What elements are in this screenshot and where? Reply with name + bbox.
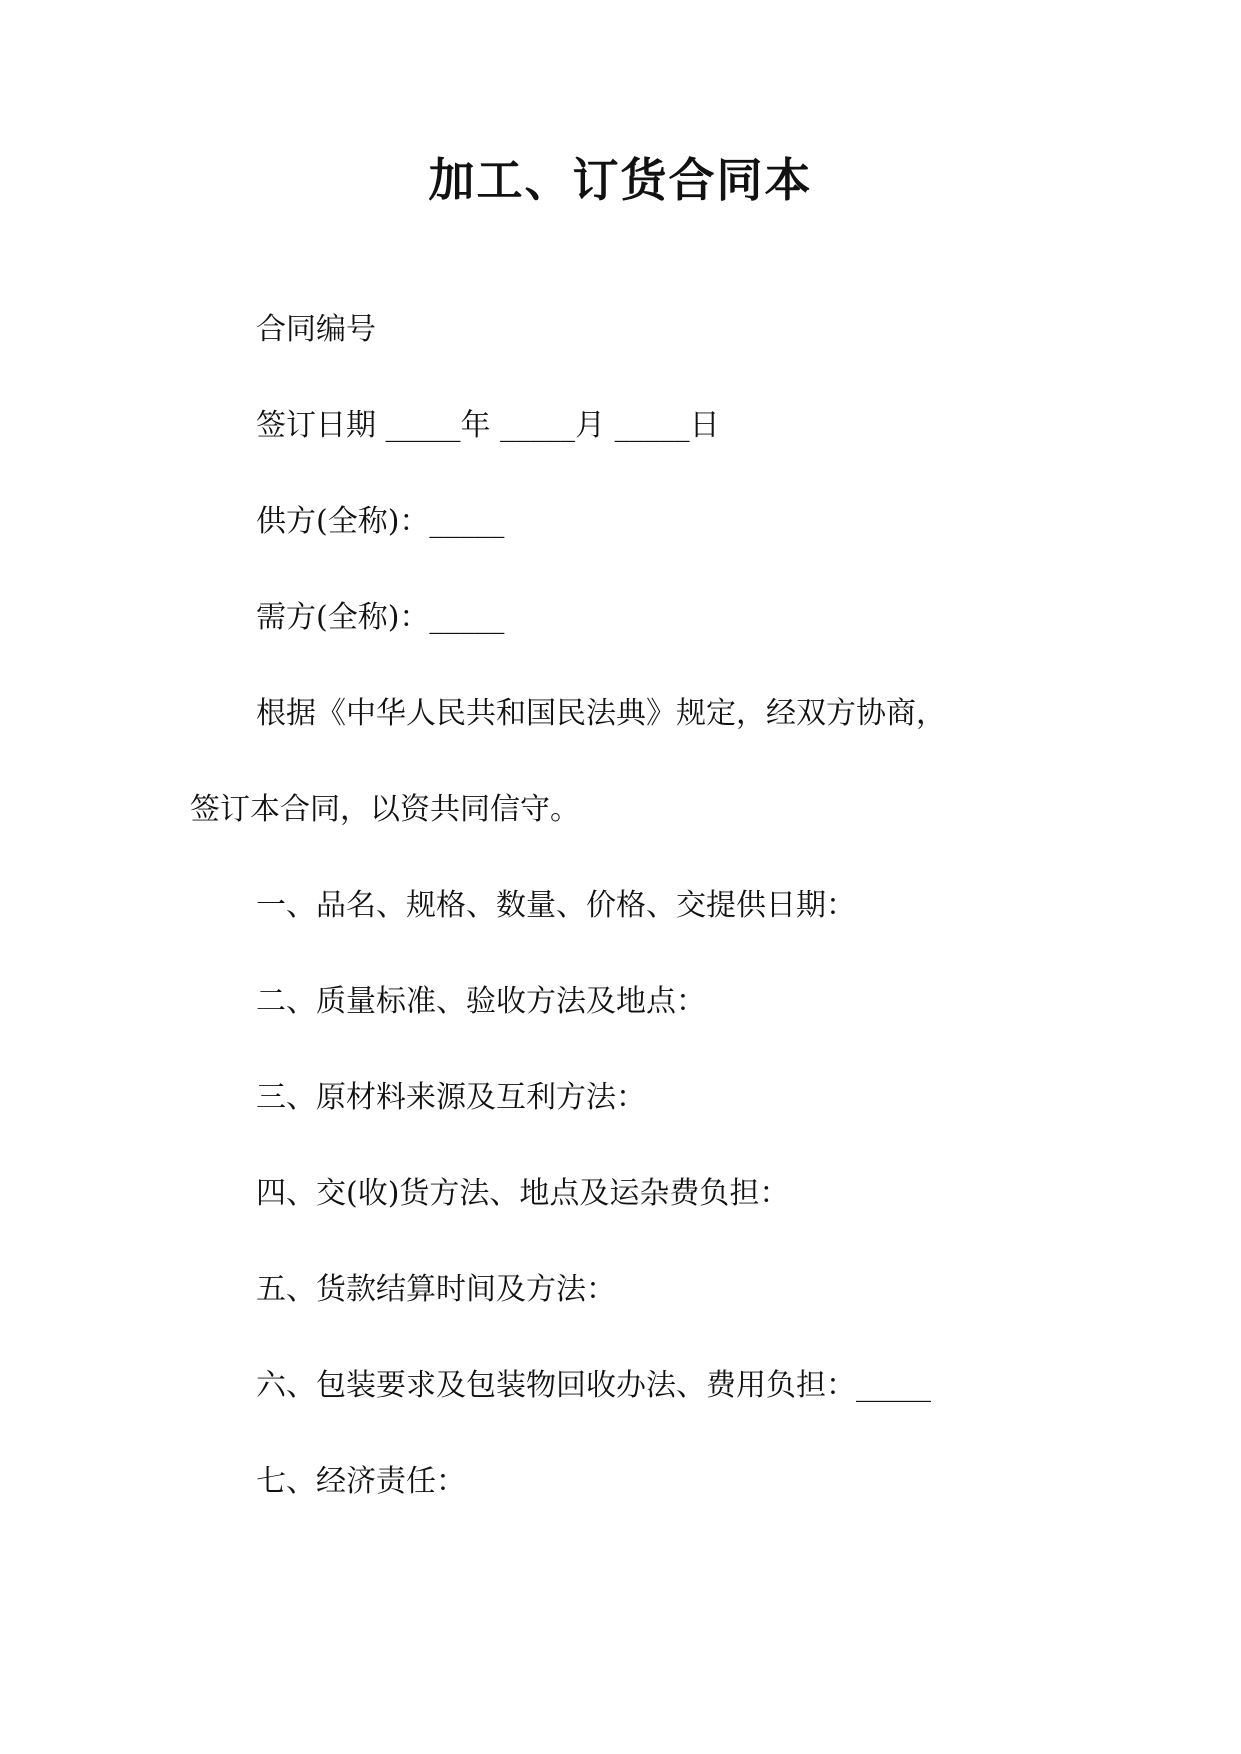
- contract-number-line: 合同编号: [256, 312, 376, 347]
- preamble-line-1: 根据《中华人民共和国民法典》规定，经双方协商，: [256, 696, 946, 731]
- buyer-line: 需方(全称)：_____: [256, 600, 505, 635]
- clause-7: 七、经济责任：: [256, 1464, 466, 1499]
- supplier-line: 供方(全称)：_____: [256, 504, 505, 539]
- clause-1: 一、品名、规格、数量、价格、交提供日期：: [256, 888, 856, 923]
- clause-2: 二、质量标准、验收方法及地点：: [256, 984, 706, 1019]
- preamble-line-2: 签订本合同，以资共同信守。: [190, 792, 580, 827]
- clause-3: 三、原材料来源及互利方法：: [256, 1080, 646, 1115]
- signing-date-line: 签订日期 _____年 _____月 _____日: [256, 408, 720, 443]
- document-title: 加工、订货合同本: [428, 153, 813, 207]
- clause-4: 四、交(收)货方法、地点及运杂费负担：: [256, 1176, 790, 1211]
- clause-5: 五、货款结算时间及方法：: [256, 1272, 616, 1307]
- clause-6: 六、包装要求及包装物回收办法、费用负担：_____: [256, 1368, 931, 1403]
